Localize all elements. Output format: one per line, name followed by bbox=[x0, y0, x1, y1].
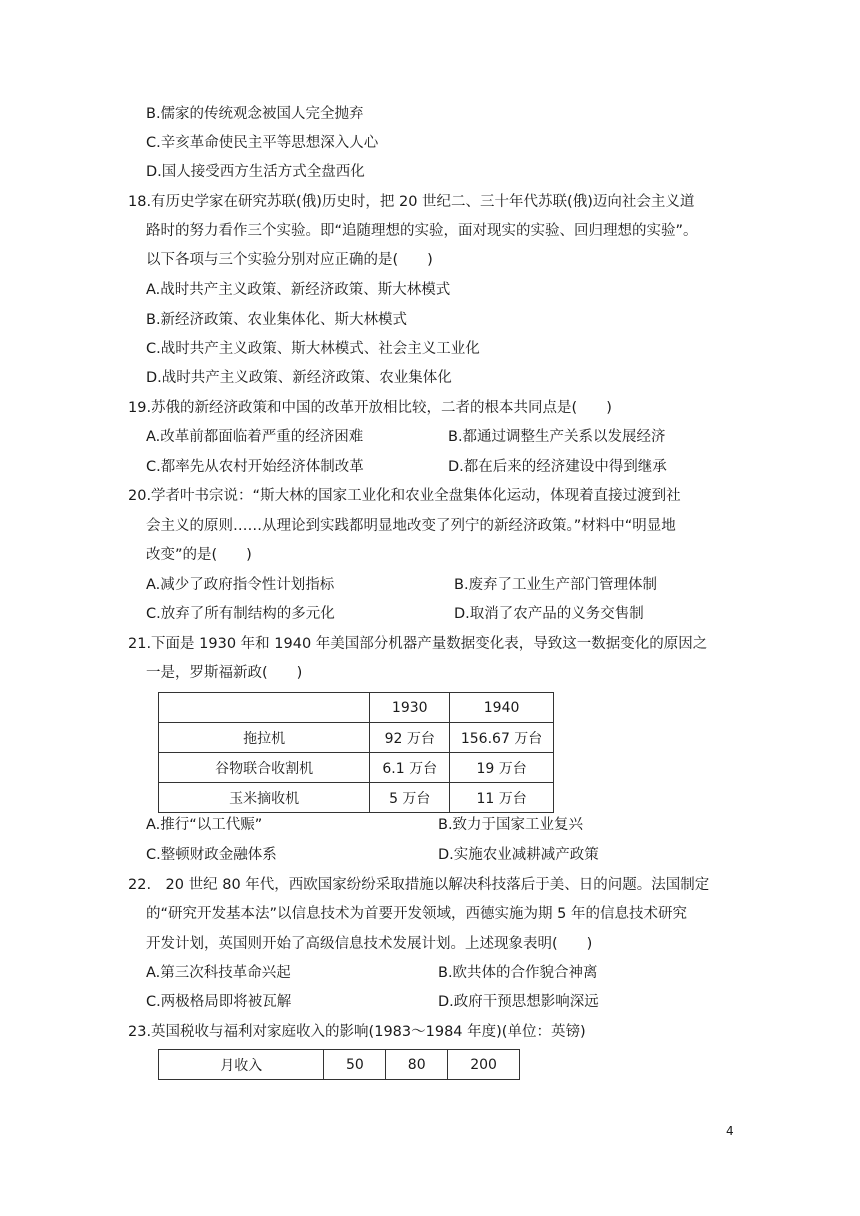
table-cell: 200 bbox=[448, 1050, 520, 1080]
q19-option-d: D.都在后来的经济建设中得到继承 bbox=[448, 459, 667, 475]
q19-option-b: B.都通过调整生产关系以发展经济 bbox=[448, 429, 666, 445]
table-row bbox=[159, 723, 554, 753]
table-row bbox=[159, 1050, 520, 1080]
table-cell: 156.67 万台 bbox=[450, 723, 554, 753]
table-cell: 拖拉机 bbox=[159, 723, 370, 753]
table-cell: 19 万台 bbox=[450, 753, 554, 783]
table-header-cell: 1940 bbox=[450, 693, 554, 723]
q21-option-c: C.整顿财政金融体系 bbox=[146, 847, 277, 863]
q18-stem-line-1: 18.有历史学家在研究苏联(俄)历史时，把 20 世纪二、三十年代苏联(俄)迈向社会主义道 bbox=[128, 194, 695, 210]
q21-option-a: A.推行“以工代赈” bbox=[146, 817, 263, 833]
table-cell: 月收入 bbox=[159, 1050, 324, 1080]
table-cell: 80 bbox=[386, 1050, 448, 1080]
table-row bbox=[159, 753, 554, 783]
q18-stem-line-3: 以下各项与三个实验分别对应正确的是( ) bbox=[146, 252, 433, 268]
q22-stem-line-3: 开发计划，英国则开始了高级信息技术发展计划。上述现象表明( ) bbox=[146, 936, 593, 952]
q21-table bbox=[158, 692, 554, 813]
q22-option-a: A.第三次科技革命兴起 bbox=[146, 965, 291, 981]
q21-stem-line-1: 21.下面是 1930 年和 1940 年美国部分机器产量数据变化表，导致这一数据变化的原因之 bbox=[128, 636, 708, 652]
q22-stem-line-2: 的“研究开发基本法”以信息技术为首要开发领域，西德实施为期 5 年的信息技术研究 bbox=[146, 906, 687, 922]
table-header-cell bbox=[159, 693, 370, 723]
q21-option-b: B.致力于国家工业复兴 bbox=[438, 817, 584, 833]
q17-option-c: C.辛亥革命使民主平等思想深入人心 bbox=[146, 135, 379, 151]
table-row bbox=[159, 783, 554, 813]
q19-option-a: A.改革前都面临着严重的经济困难 bbox=[146, 429, 364, 445]
q21-stem-line-2: 一是，罗斯福新政( ) bbox=[146, 665, 303, 681]
q22-option-c: C.两极格局即将被瓦解 bbox=[146, 994, 292, 1010]
q17-option-d: D.国人接受西方生活方式全盘西化 bbox=[146, 164, 365, 180]
table-cell: 玉米摘收机 bbox=[159, 783, 370, 813]
q22-option-b: B.欧共体的合作貌合神离 bbox=[438, 965, 598, 981]
q22-stem-line-1: 22. 20 世纪 80 年代，西欧国家纷纷采取措施以解决科技落后于美、日的问题。法国制定 bbox=[128, 877, 710, 893]
q20-option-a: A.减少了政府指令性计划指标 bbox=[146, 577, 335, 593]
table-cell: 5 万台 bbox=[370, 783, 450, 813]
q18-option-b: B.新经济政策、农业集体化、斯大林模式 bbox=[146, 312, 408, 328]
q21-option-d: D.实施农业减耕减产政策 bbox=[438, 847, 599, 863]
table-cell: 50 bbox=[324, 1050, 386, 1080]
table-cell: 6.1 万台 bbox=[370, 753, 450, 783]
q18-stem-line-2: 路时的努力看作三个实验。即“追随理想的实验，面对现实的实验、回归理想的实验”。 bbox=[146, 223, 698, 239]
page-number: 4 bbox=[726, 1124, 734, 1138]
q20-stem-line-1: 20.学者叶书宗说：“斯大林的国家工业化和农业全盘集体化运动，体现着直接过渡到社 bbox=[128, 488, 681, 504]
q22-option-d: D.政府干预思想影响深远 bbox=[438, 994, 599, 1010]
table-header-row bbox=[159, 693, 554, 723]
q18-option-d: D.战时共产主义政策、新经济政策、农业集体化 bbox=[146, 370, 452, 386]
q20-option-b: B.废弃了工业生产部门管理体制 bbox=[454, 577, 658, 593]
q20-option-d: D.取消了农产品的义务交售制 bbox=[454, 606, 644, 622]
q20-stem-line-3: 改变”的是( ) bbox=[146, 547, 252, 563]
q19-option-c: C.都率先从农村开始经济体制改革 bbox=[146, 459, 364, 475]
q18-option-c: C.战时共产主义政策、斯大林模式、社会主义工业化 bbox=[146, 341, 480, 357]
table-cell: 谷物联合收割机 bbox=[159, 753, 370, 783]
q19-stem-line-1: 19.苏俄的新经济政策和中国的改革开放相比较，二者的根本共同点是( ) bbox=[128, 400, 612, 416]
q23-stem-line-1: 23.英国税收与福利对家庭收入的影响(1983～1984 年度)(单位：英镑) bbox=[128, 1024, 586, 1040]
q23-table bbox=[158, 1049, 520, 1080]
q20-stem-line-2: 会主义的原则……从理论到实践都明显地改变了列宁的新经济政策。”材料中“明显地 bbox=[146, 518, 676, 534]
table-header-cell: 1930 bbox=[370, 693, 450, 723]
table-cell: 11 万台 bbox=[450, 783, 554, 813]
q18-option-a: A.战时共产主义政策、新经济政策、斯大林模式 bbox=[146, 282, 451, 298]
q17-option-b: B.儒家的传统观念被国人完全抛弃 bbox=[146, 106, 364, 122]
table-cell: 92 万台 bbox=[370, 723, 450, 753]
q20-option-c: C.放弃了所有制结构的多元化 bbox=[146, 606, 335, 622]
